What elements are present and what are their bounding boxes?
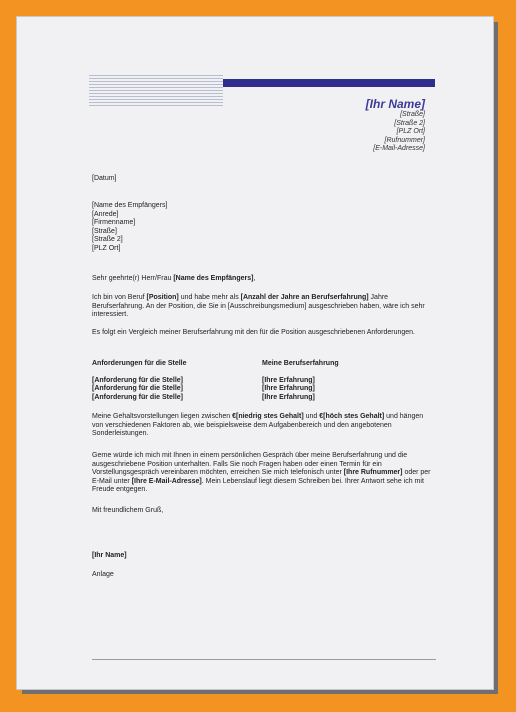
- text: Gerne würde ich mich mit Ihnen in einem persönlichen Gespräch über meine Berufserfahrung und die ausgeschriebene Position unterhalten. Falls Sie noch Fragen haben oder einen Termin für ein Vorstellungsgespräch vereinbaren möchten, erreichen Sie mich telefonisch unter: [92, 452, 408, 477]
- signature-name: [Ihr Name]: [92, 552, 127, 559]
- text: Jahre Berufserfahrung. An der Position, die Sie in [Ausschreibungsmedium] ausgeschrieben haben, wäre ich sehr interessiert.: [92, 294, 425, 319]
- salary-low: €[niedrig stes Gehalt]: [232, 413, 304, 420]
- experience-cell: [Ihre Erfahrung]: [262, 376, 315, 384]
- enclosure: Anlage: [92, 571, 114, 578]
- comparison-table: [92, 360, 339, 402]
- salutation-name: [Name des Empfängers]: [173, 275, 254, 282]
- table-row: [92, 394, 339, 403]
- table-row: [92, 377, 339, 386]
- salary-high: €[höch stes Gehalt]: [319, 413, 385, 420]
- sender-email: [E-Mail-Adresse]: [373, 145, 425, 153]
- phone-placeholder: [Ihre Rufnummer]: [343, 469, 403, 477]
- letter-page: [16, 16, 494, 690]
- paragraph-comparison: Es folgt ein Vergleich meiner Berufserfahrung mit den für die Position ausgeschriebenen Anforderungen.: [92, 329, 415, 336]
- requirement-cell: [Anforderung für die Stelle]: [92, 385, 183, 393]
- paragraph-intro: [92, 294, 432, 320]
- experience-cell: [Ihre Erfahrung]: [262, 385, 315, 393]
- recipient-city: [PLZ Ort]: [92, 244, 121, 252]
- recipient-street-2: [Straße 2]: [92, 236, 123, 244]
- sender-name: [Ihr Name]: [365, 97, 425, 111]
- date: [Datum]: [92, 175, 117, 182]
- recipient-block: [92, 202, 167, 254]
- text: und hängen von verschiedenen Faktoren ab, wie beispielsweise dem Aufgabenbereich und den angebotenen Sonderleistungen.: [92, 413, 424, 438]
- text: und habe mehr als: [178, 294, 241, 301]
- sender-block: [366, 97, 425, 154]
- recipient-name: [Name des Empfängers]: [92, 202, 168, 209]
- recipient-street: [Straße]: [92, 227, 117, 235]
- footer-divider: [92, 659, 436, 660]
- text: . Mein Lebenslauf liegt diesem Schreiben bei. Ihrer Antwort sehe ich mit Freude entgegen.: [92, 477, 424, 494]
- position-placeholder: [Position]: [146, 294, 179, 301]
- requirement-cell: [Anforderung für die Stelle]: [92, 393, 183, 401]
- sender-street: [Straße]: [400, 111, 425, 118]
- salutation-text: Sehr geehrte(r) Herr/Frau: [92, 275, 174, 282]
- header-bar: [223, 79, 435, 87]
- text: Meine Gehaltsvorstellungen liegen zwischen: [92, 413, 233, 420]
- table-header: [92, 360, 339, 369]
- sender-city: [PLZ Ort]: [396, 128, 425, 136]
- salutation-comma: ,: [253, 275, 256, 282]
- recipient-company: [Firmenname]: [92, 219, 136, 227]
- closing: Mit freundlichem Gruß,: [92, 507, 164, 514]
- experience-cell: [Ihre Erfahrung]: [262, 393, 315, 401]
- header-stripes: [89, 75, 223, 107]
- recipient-salutation: [Anrede]: [92, 210, 119, 218]
- salutation-line: [92, 275, 432, 284]
- text: oder per E-Mail unter: [92, 469, 431, 485]
- requirement-cell: [Anforderung für die Stelle]: [92, 376, 183, 384]
- years-placeholder: [Anzahl der Jahre an Berufserfahrung]: [240, 294, 369, 301]
- paragraph-contact: [92, 452, 432, 495]
- email-placeholder: [Ihre E-Mail-Adresse]: [131, 477, 202, 485]
- table-row: [92, 385, 339, 394]
- text: und: [303, 413, 320, 420]
- header-requirements: Anforderungen für die Stelle: [92, 360, 187, 367]
- sender-street-2: [Straße 2]: [394, 119, 425, 127]
- sender-phone: [Rufnummer]: [384, 136, 425, 144]
- header-experience: Meine Berufserfahrung: [262, 360, 339, 367]
- paragraph-salary: [92, 413, 432, 439]
- text: Ich bin von Beruf: [92, 294, 147, 301]
